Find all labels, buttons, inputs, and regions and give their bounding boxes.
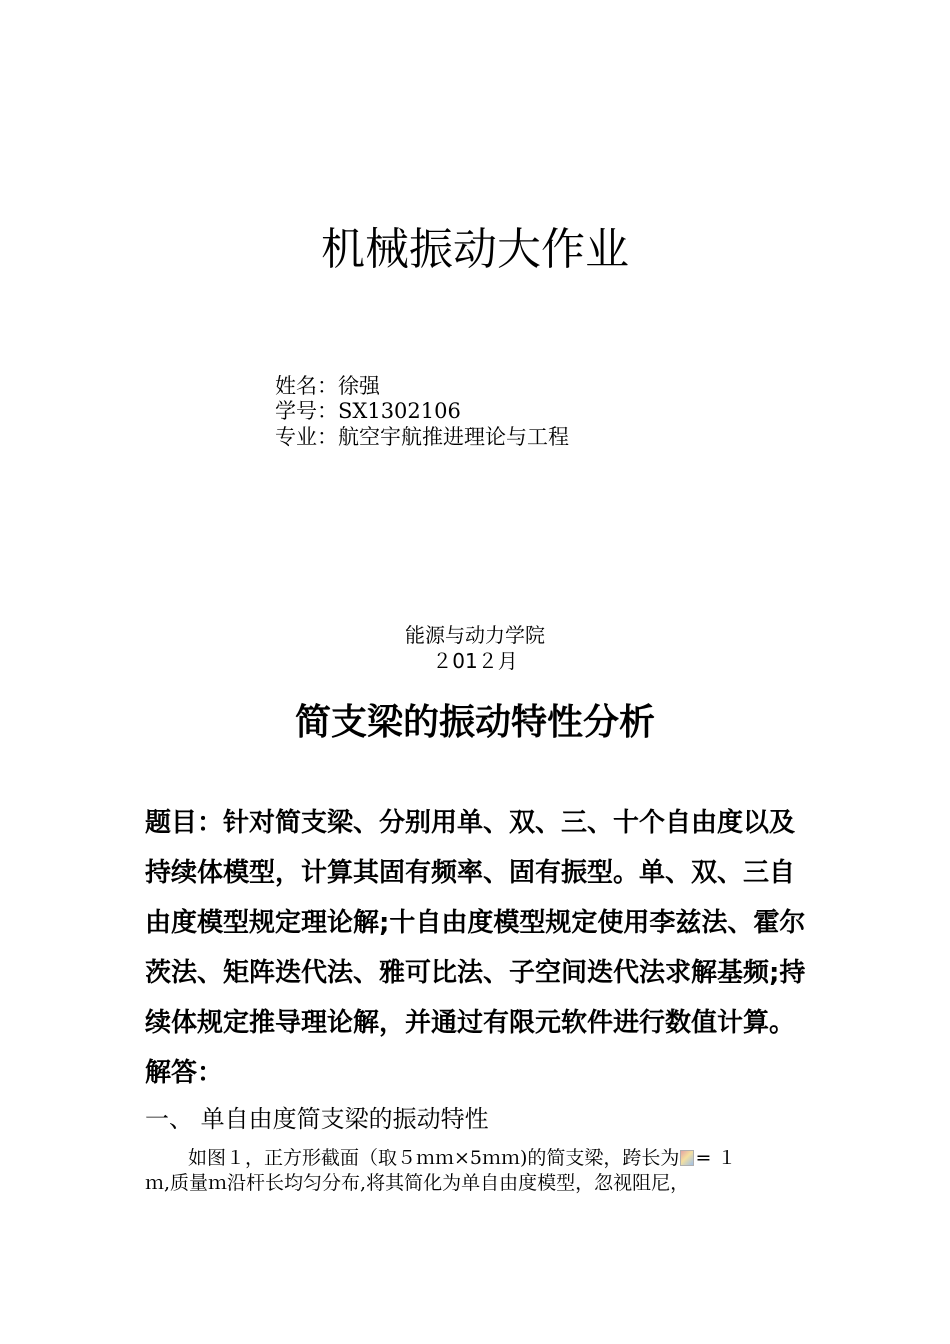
student-major: 专业：航空宇航推进理论与工程 xyxy=(275,425,569,449)
student-name: 姓名：徐强 xyxy=(275,374,380,398)
student-id: 学号：SX1302106 xyxy=(275,399,461,423)
problem-line-1: 题目：针对简支梁、分别用单、双、三、十个自由度以及 xyxy=(145,808,796,838)
body-text-segment: 如图１，正方形截面（取５ｍｍ×5ｍｍ)的简支梁，跨长为 xyxy=(188,1147,680,1169)
problem-line-3: 由度模型规定理论解;十自由度模型规定使用李兹法、霍尔 xyxy=(145,908,806,938)
cover-title: 机械振动大作业 xyxy=(321,224,629,275)
problem-line-2: 持续体模型，计算其固有频率、固有振型。单、双、三自 xyxy=(145,858,796,888)
body-paragraph-line-2: ｍ,质量ｍ沿杆长均匀分布,将其简化为单自由度模型，忽视阻尼， xyxy=(145,1172,690,1194)
body-text-segment: = １ xyxy=(695,1147,737,1169)
answer-label: 解答： xyxy=(145,1058,224,1088)
school-name: 能源与动力学院 xyxy=(405,623,545,647)
problem-line-4: 茨法、矩阵迭代法、雅可比法、子空间迭代法求解基频;持 xyxy=(145,958,806,988)
paper-title: 简支梁的振动特性分析 xyxy=(294,702,655,743)
body-paragraph-line-1 xyxy=(188,1146,736,1170)
cover-date: ２01２月 xyxy=(432,649,518,673)
problem-line-5: 续体规定推导理论解，并通过有限元软件进行数值计算。 xyxy=(145,1008,796,1038)
formula-image-icon xyxy=(680,1150,694,1166)
section-1-title: 一、 单自由度简支梁的振动特性 xyxy=(145,1105,489,1133)
